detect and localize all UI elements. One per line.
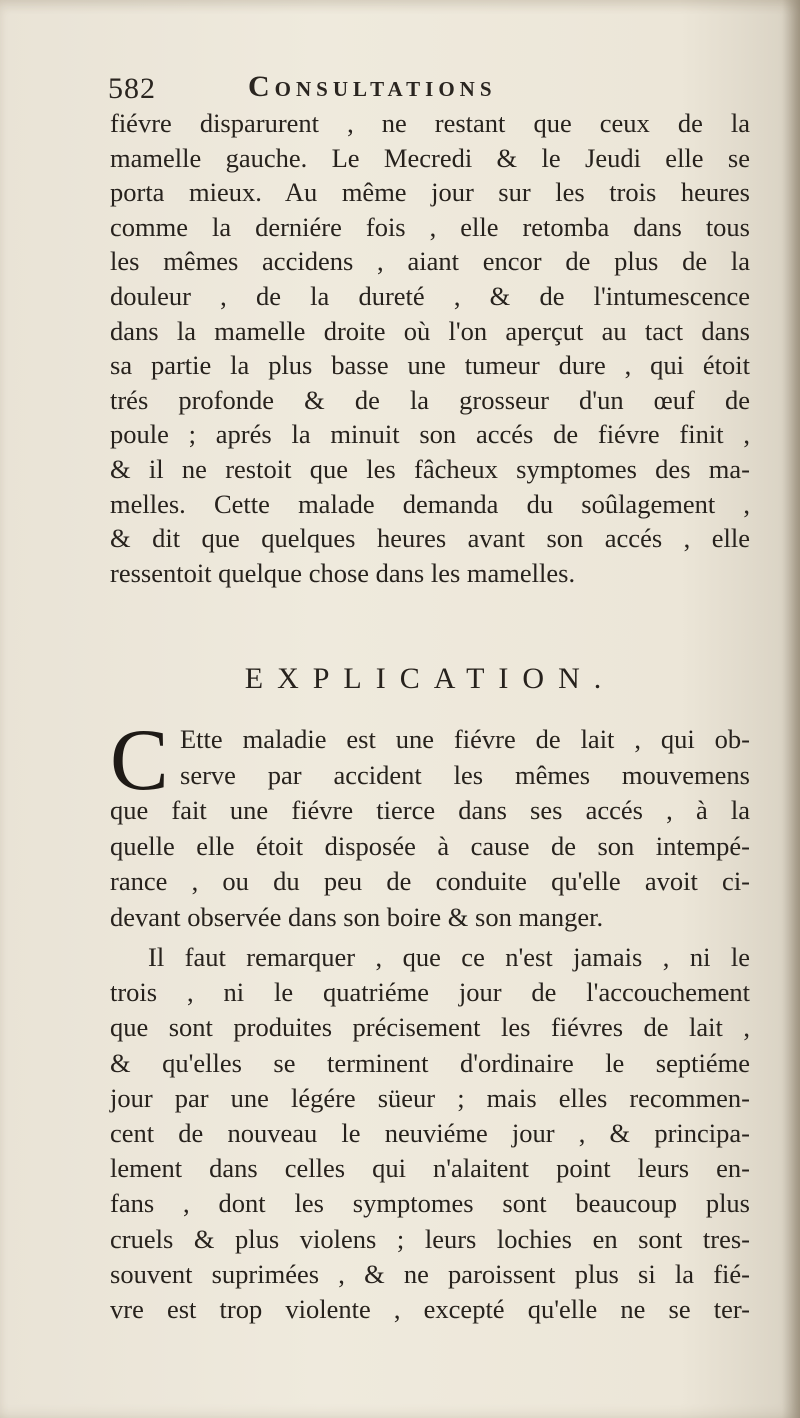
text-line: douleur , de la dureté , & de l'intumescence [110,280,750,311]
text-line: vre est trop violente , excepté qu'elle ne se ter- [110,1294,750,1325]
text-line: rance , ou du peu de conduite qu'elle avoit ci- [110,866,750,897]
text-line: cruels & plus violens ; leurs lochies en sont tres- [110,1223,750,1254]
text-line: Ette maladie est une fiévre de lait , qui ob- [180,724,750,754]
page-header [108,70,728,110]
text-line: comme la derniére fois , elle retomba dans tous [110,211,750,242]
text-line: les mêmes accidens , aiant encor de plus de la [110,246,750,277]
section-heading: EXPLICATION. [244,662,616,695]
text-line: quelle elle étoit disposée à cause de son intempé- [110,830,750,861]
text-line: sa partie la plus basse une tumeur dure , qui étoit [110,350,750,381]
drop-cap: C [110,712,169,809]
text-line: souvent suprimées , & ne paroissent plus si la fié- [110,1258,750,1289]
page-number: 582 [108,72,156,105]
text-line: mamelle gauche. Le Mecredi & le Jeudi elle se [110,142,750,173]
text-line: melles. Cette malade demanda du soûlagement , [110,488,750,519]
text-line: serve par accident les mêmes mouvemens [180,759,750,790]
text-line: Il faut remarquer , que ce n'est jamais , ni le [148,942,750,972]
running-title: Consultations [248,70,497,103]
text-line: jour par une légére süeur ; mais elles recommen- [110,1082,750,1113]
paragraph-3 [110,940,750,1327]
text-line: ressentoit quelque chose dans les mamelles. [110,557,576,588]
text-line: lement dans celles qui n'alaitent point leurs en- [110,1153,750,1184]
text-line: fiévre disparurent , ne restant que ceux de la [110,108,750,138]
text-line: porta mieux. Au même jour sur les trois heures [110,177,750,208]
page-edge-shadow [782,0,800,1418]
text-line: & il ne restoit que les fâcheux symptomes des ma- [110,453,750,484]
text-line: trés profonde & de la grosseur d'un œuf de [110,384,750,415]
text-line: cent de nouveau le neuviéme jour , & principa- [110,1118,750,1149]
text-line: & dit que quelques heures avant son accés , elle [110,523,750,554]
text-line: que sont produites précisement les fiévres de lait , [110,1012,750,1043]
text-line: fans , dont les symptomes sont beaucoup plus [110,1188,750,1219]
text-line: que fait une fiévre tierce dans ses accés , à la [110,795,750,826]
text-line: trois , ni le quatriéme jour de l'accouchement [110,977,750,1008]
text-line: devant observée dans son boire & son manger. [110,901,604,932]
paragraph-2 [110,712,750,936]
text-line: & qu'elles se terminent d'ordinaire le septiéme [110,1047,750,1078]
text-line: poule ; aprés la minuit son accés de fiévre finit , [110,419,750,450]
paragraph-1 [110,106,750,590]
text-line: dans la mamelle droite où l'on aperçut au tact dans [110,315,750,346]
